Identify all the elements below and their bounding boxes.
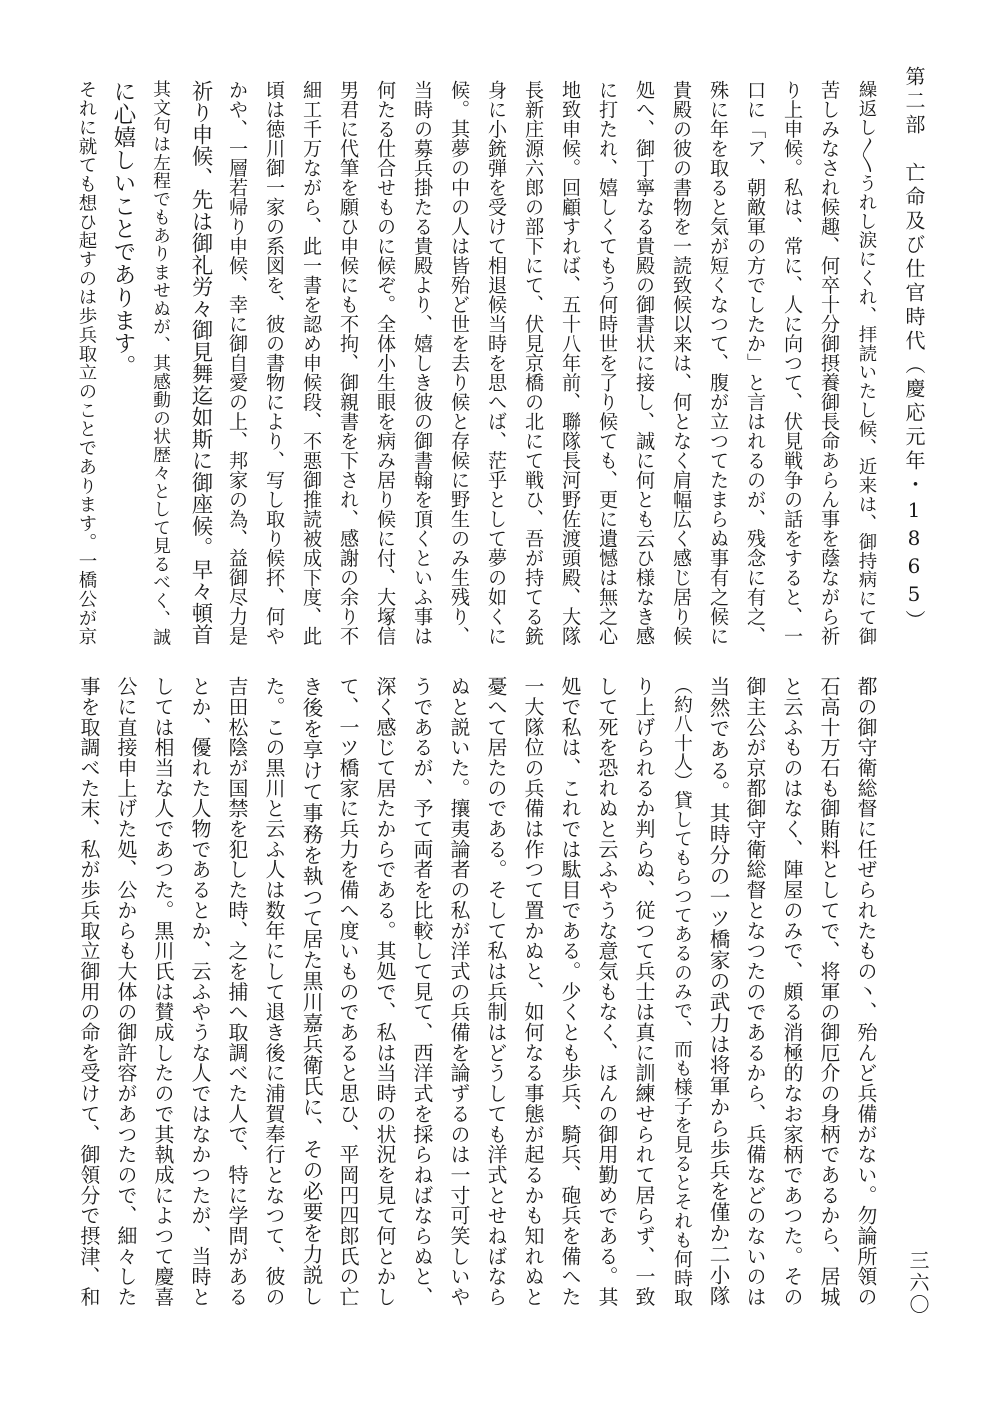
upper-text-column: に心嬉しいことであります。 [110, 80, 136, 378]
lower-text-column: 処で私は、これでは駄目である。少くとも歩兵、騎兵、砲兵を備へた [558, 676, 582, 1307]
upper-text-column: り上申候。私は、常に、人に向つて、伏見戦争の話をすると、一 [781, 80, 804, 646]
upper-text-column: それに就ても想ひ起すのは歩兵取立のことであります。一橋公が京 [76, 80, 97, 646]
lower-text-column: 一大隊位の兵備は作つて置かぬと、如何なる事態が起るかも知れぬと [521, 676, 545, 1307]
upper-text-column: 祈り申候、先は御礼労々御見舞迄如斯に御座候。早々頓首 [188, 80, 213, 646]
lower-text-column: しては相当な人であつた。黒川氏は賛成したので其執成によつて慶喜 [151, 676, 175, 1307]
upper-text-column: 地致申候。回顧すれば、五十八年前、聯隊長河野佐渡頭殿、大隊 [559, 80, 582, 646]
upper-text-column: 何たる仕合せものに候ぞ。全体小生眼を病み居り候に付、大塚信 [374, 80, 397, 646]
page-number: 三六〇 [906, 1250, 930, 1316]
upper-text-column: 処へ、御丁寧なる貴殿の御書状に接し、誠に何とも云ひ様なき感 [633, 80, 656, 646]
lower-text-column: ぬと説いた。攘夷論者の私が洋式の兵備を論ずるのは一寸可笑しいや [447, 676, 471, 1307]
lower-text-column: き後を享けて事務を執つて居た黒川嘉兵衛氏に、その必要を力説し [299, 676, 323, 1307]
upper-text-column: に打たれ、嬉しくてもう何時世を了り候ても、更に遺憾は無之心 [596, 80, 619, 646]
upper-text-column: 男君に代筆を願ひ申候にも不拘、御親書を下され、感謝の余り不 [337, 80, 360, 646]
lower-text-column: て、一ツ橋家に兵力を備へ度いものであると思ひ、平岡円四郎氏の亡 [336, 676, 360, 1307]
upper-text-column: 繰返し〳〵うれし涙にくれ、拝読いたし候、近来は、御持病にて御 [856, 80, 877, 646]
lower-text-column: とか、優れた人物であるとか、云ふやうな人ではなかつたが、当時と [188, 676, 212, 1307]
lower-text-column: 石高十万石も御賄料としてで、将軍の御厄介の身柄であるから、居城 [817, 676, 841, 1307]
upper-text-column: 候。其夢の中の人は皆殆ど世を去り候と存候に野生のみ生残り、 [448, 80, 471, 646]
upper-text-column: 長新庄源六郎の部下にて、伏見京橋の北にて戦ひ、吾が持てる銃 [522, 80, 545, 646]
upper-text-column: 其文句は左程でもありませぬが、其感動の状歴々として見るべく、誠 [150, 80, 171, 647]
lower-text-column: た。この黒川と云ふ人は数年にして退き後に浦賀奉行となつて、彼の [262, 676, 286, 1307]
upper-text-column: 身に小銃弾を受けて相退候当時を思へば、茫乎として夢の如くに [485, 80, 508, 646]
lower-text-column: うであるが、予て両者を比較して見て、西洋式を採らねばならぬと、 [410, 676, 434, 1307]
lower-text-column: 憂へて居たのである。そして私は兵制はどうしても洋式とせねばなら [484, 676, 508, 1307]
lower-text-column: 御主公が京都御守衛総督となつたのであるから、兵備などのないのは [743, 676, 767, 1307]
lower-text-column: （約八十人）貸してもらつてあるのみで、而も様子を見るとそれも何時取 [671, 676, 692, 1307]
lower-text-column: り上げられるか判らぬ、従つて兵士は真に訓練せられて居らず、一致 [632, 676, 656, 1307]
lower-text-column: 事を取調べた末、私が歩兵取立御用の命を受けて、御領分で摂津、和 [77, 676, 101, 1307]
lower-text-column: 公に直接申上げた処、公からも大体の御許容があつたので、細々した [114, 676, 138, 1307]
upper-text-column: 細工千万ながら、此一書を認め申候段、不悪御推読被成下度、此 [300, 80, 323, 646]
upper-text-column: 頃は徳川御一家の系図を、彼の書物により、写し取り候抔、何や [263, 80, 286, 646]
page-header: 第二部 亡命及び仕官時代（慶応元年・1865） [902, 66, 926, 634]
lower-text-column: と云ふものはなく、陣屋のみで、頗る消極的なお家柄であつた。その [780, 676, 804, 1307]
upper-text-column: 口に「ア、朝敵軍の方でしたか」と言はれるのが、残念に有之、 [744, 80, 767, 646]
upper-text-column: 殊に年を取ると気が短くなつて、腹が立つてたまらぬ事有之候に [707, 80, 730, 646]
upper-text-column: 苦しみなされ候趣、何卒十分御摂養御長命あらん事を蔭ながら祈 [818, 80, 841, 646]
lower-text-column: 都の御守衛総督に任ぜられたもの丶、殆んど兵備がない。勿論所領の [854, 676, 878, 1307]
upper-text-column: かや、一層若帰り申候、幸に御自愛の上、邦家の為、益御尽力是 [226, 80, 249, 646]
lower-text-column: して死を恐れぬと云ふやうな意気もなく、ほんの御用勤めである。其 [595, 676, 619, 1307]
lower-text-column: 深く感じて居たからである。其処で、私は当時の状況を見て何とかし [373, 676, 397, 1307]
lower-text-column: 吉田松陰が国禁を犯した時、之を捕へ取調べた人で、特に学問がある [225, 676, 249, 1307]
lower-text-column: 当然である。其時分の一ツ橋家の武力は将軍から歩兵を僅か二小隊 [706, 676, 730, 1307]
upper-text-column: 当時の募兵掛たる貴殿より、嬉しき彼の御書翰を頂くといふ事は [411, 80, 434, 646]
upper-text-column: 貴殿の彼の書物を一読致候以来は、何となく肩幅広く感じ居り候 [670, 80, 693, 646]
